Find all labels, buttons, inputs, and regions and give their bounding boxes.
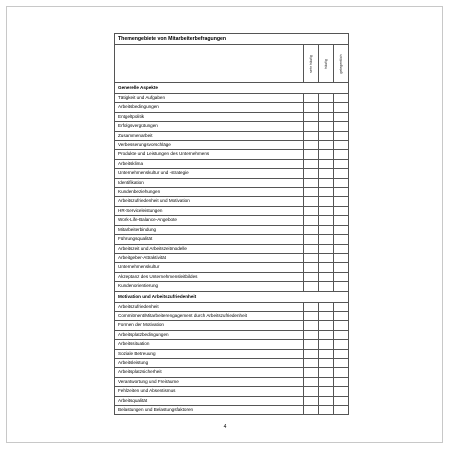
rating-cell <box>319 377 334 386</box>
topic-label: Produkte und Leistungen des Unternehmens <box>115 150 304 159</box>
rating-cell <box>304 188 319 197</box>
table-row <box>115 131 349 140</box>
rating-cell <box>319 188 334 197</box>
rating-cell <box>334 349 349 358</box>
table-row <box>115 206 349 215</box>
table-row <box>115 244 349 253</box>
rating-cell <box>334 188 349 197</box>
topic-label: Arbeitsklima <box>115 159 304 168</box>
topic-label: Arbeitszufriedenheit <box>115 302 304 311</box>
rating-cell <box>319 244 334 253</box>
rating-cell <box>304 141 319 150</box>
rating-cell <box>319 282 334 291</box>
table-row <box>115 159 349 168</box>
rating-cell <box>304 103 319 112</box>
rating-cell <box>304 340 319 349</box>
table-row <box>115 150 349 159</box>
rating-cell <box>304 169 319 178</box>
topic-label: Arbeitsleistung <box>115 358 304 367</box>
rating-cell <box>319 178 334 187</box>
rating-cell <box>334 330 349 339</box>
table-row <box>115 302 349 311</box>
rating-cell <box>304 150 319 159</box>
topic-label: Arbeitgeber-Attraktivität <box>115 253 304 262</box>
topic-label: Belastungen und Belastungsfaktoren <box>115 406 304 415</box>
rating-cell <box>334 302 349 311</box>
rating-cell <box>334 263 349 272</box>
rating-cell <box>319 387 334 396</box>
rating-cell <box>304 122 319 131</box>
rating-cell <box>319 406 334 415</box>
table-row <box>115 282 349 291</box>
column-header-label: sehr häufig <box>308 54 313 73</box>
table-row <box>115 235 349 244</box>
rating-cell <box>304 311 319 320</box>
rating-cell <box>304 112 319 121</box>
rating-cell <box>319 141 334 150</box>
table-row <box>115 122 349 131</box>
table-title: Themengebiete von Mitarbeiterbefragungen <box>115 34 349 45</box>
rating-cell <box>304 253 319 262</box>
rating-cell <box>304 377 319 386</box>
table-row <box>115 272 349 281</box>
rating-cell <box>319 169 334 178</box>
topic-label: Führungsqualität <box>115 235 304 244</box>
rating-cell <box>319 235 334 244</box>
table-row <box>115 94 349 103</box>
table-row <box>115 112 349 121</box>
topic-label: Arbeitszufriedenheit und Motivation <box>115 197 304 206</box>
survey-topics-table <box>114 33 349 415</box>
topic-label: Entgeltpolitik <box>115 112 304 121</box>
rating-cell <box>304 244 319 253</box>
table-row <box>115 169 349 178</box>
rating-cell <box>334 150 349 159</box>
table-row <box>115 349 349 358</box>
rating-cell <box>304 235 319 244</box>
header-spacer <box>115 45 304 83</box>
topic-label: Kundenorientierung <box>115 282 304 291</box>
rating-cell <box>334 311 349 320</box>
rating-cell <box>304 94 319 103</box>
rating-cell <box>334 94 349 103</box>
section-heading: Generelle Aspekte <box>115 83 349 94</box>
table-row <box>115 377 349 386</box>
rating-cell <box>334 159 349 168</box>
table-row <box>115 225 349 234</box>
table-row <box>115 197 349 206</box>
topic-label: Arbeitsplatzbedingungen <box>115 330 304 339</box>
table-row <box>115 358 349 367</box>
rating-cell <box>304 159 319 168</box>
column-header-row <box>115 45 349 83</box>
rating-cell <box>334 272 349 281</box>
rating-cell <box>334 368 349 377</box>
rating-cell <box>304 131 319 140</box>
topic-label: Unternehmenskultur <box>115 263 304 272</box>
rating-cell <box>304 272 319 281</box>
rating-cell <box>304 282 319 291</box>
rating-cell <box>319 131 334 140</box>
rating-cell <box>319 206 334 215</box>
column-header-label: häufig <box>323 58 328 69</box>
topic-label: Arbeitsqualität <box>115 396 304 405</box>
rating-cell <box>319 253 334 262</box>
rating-cell <box>319 263 334 272</box>
topic-label: Tätigkeit und Aufgaben <box>115 94 304 103</box>
rating-cell <box>334 178 349 187</box>
topic-label: Arbeitsplatzsicherheit <box>115 368 304 377</box>
table-row <box>115 396 349 405</box>
table-row <box>115 330 349 339</box>
table-row <box>115 178 349 187</box>
rating-cell <box>304 197 319 206</box>
rating-cell <box>334 387 349 396</box>
rating-cell <box>304 396 319 405</box>
topic-label: Arbeitssituation <box>115 340 304 349</box>
table-row <box>115 263 349 272</box>
rating-cell <box>304 216 319 225</box>
rating-cell <box>334 406 349 415</box>
rating-cell <box>334 377 349 386</box>
rating-cell <box>334 169 349 178</box>
topic-label: Verantwortung und Freiräume <box>115 377 304 386</box>
topic-label: Soziale Betreuung <box>115 349 304 358</box>
rating-cell <box>304 302 319 311</box>
topic-label: Erfolgsvergütungen <box>115 122 304 131</box>
rating-cell <box>334 340 349 349</box>
rating-cell <box>334 122 349 131</box>
rating-cell <box>319 311 334 320</box>
rating-cell <box>334 112 349 121</box>
table-row <box>115 387 349 396</box>
rating-cell <box>304 178 319 187</box>
rating-cell <box>319 112 334 121</box>
section-heading-row <box>115 291 349 302</box>
rating-cell <box>334 225 349 234</box>
table-title-row <box>115 34 349 45</box>
rating-cell <box>334 235 349 244</box>
rating-cell <box>304 330 319 339</box>
topic-label: Identifikation <box>115 178 304 187</box>
rating-cell <box>319 368 334 377</box>
topic-label: HR-Serviceleistungen <box>115 206 304 215</box>
rating-cell <box>334 321 349 330</box>
topic-label: Verbesserungsvorschläge <box>115 141 304 150</box>
topic-label: Work-Life-Balance-Angebote <box>115 216 304 225</box>
rating-cell <box>304 225 319 234</box>
topic-label: Zusammenarbeit <box>115 131 304 140</box>
rating-cell <box>319 340 334 349</box>
page-number: 4 <box>223 424 227 430</box>
rating-cell <box>319 225 334 234</box>
rating-cell <box>319 330 334 339</box>
table-row <box>115 340 349 349</box>
rating-cell <box>304 321 319 330</box>
topic-label: Mitarbeiterbindung <box>115 225 304 234</box>
topic-label: Formen der Motivation <box>115 321 304 330</box>
rating-cell <box>319 103 334 112</box>
topic-label: Akzeptanz des Unternehmensleitbildes <box>115 272 304 281</box>
rating-cell <box>334 216 349 225</box>
rating-cell <box>319 197 334 206</box>
table-row <box>115 141 349 150</box>
column-header-sehr-haeufig <box>304 45 319 83</box>
rating-cell <box>319 302 334 311</box>
rating-cell <box>334 141 349 150</box>
table-row <box>115 368 349 377</box>
rating-cell <box>334 131 349 140</box>
rating-cell <box>319 272 334 281</box>
rating-cell <box>319 122 334 131</box>
column-header-haeufig <box>319 45 334 83</box>
rating-cell <box>319 349 334 358</box>
table-row <box>115 188 349 197</box>
table-row <box>115 321 349 330</box>
rating-cell <box>304 349 319 358</box>
rating-cell <box>334 253 349 262</box>
rating-cell <box>334 206 349 215</box>
column-header-gelegentlich <box>334 45 349 83</box>
rating-cell <box>304 406 319 415</box>
rating-cell <box>319 159 334 168</box>
table-row <box>115 311 349 320</box>
section-heading-row <box>115 83 349 94</box>
rating-cell <box>334 396 349 405</box>
topic-label: Arbeitsbedingungen <box>115 103 304 112</box>
rating-cell <box>334 103 349 112</box>
topic-label: Unternehmenskultur und -strategie <box>115 169 304 178</box>
table-row <box>115 216 349 225</box>
rating-cell <box>334 282 349 291</box>
rating-cell <box>304 206 319 215</box>
table-row <box>115 103 349 112</box>
rating-cell <box>319 396 334 405</box>
column-header-label: gelegentlich <box>338 53 343 74</box>
rating-cell <box>334 244 349 253</box>
topic-label: Commitment/Mitarbeiterengagement durch Arbeitszufriedenheit <box>115 311 304 320</box>
rating-cell <box>334 358 349 367</box>
rating-cell <box>304 263 319 272</box>
rating-cell <box>319 94 334 103</box>
rating-cell <box>334 197 349 206</box>
topic-label: Kundenbeziehungen <box>115 188 304 197</box>
table-row <box>115 406 349 415</box>
rating-cell <box>304 358 319 367</box>
topic-label: Arbeitszeit und Arbeitszeitmodelle <box>115 244 304 253</box>
rating-cell <box>319 321 334 330</box>
topic-label: Fehlzeiten und Absentismus <box>115 387 304 396</box>
rating-cell <box>319 358 334 367</box>
rating-cell <box>304 387 319 396</box>
rating-cell <box>319 150 334 159</box>
rating-cell <box>304 368 319 377</box>
section-heading: Motivation und Arbeitszufriedenheit <box>115 291 349 302</box>
rating-cell <box>319 216 334 225</box>
table-row <box>115 253 349 262</box>
